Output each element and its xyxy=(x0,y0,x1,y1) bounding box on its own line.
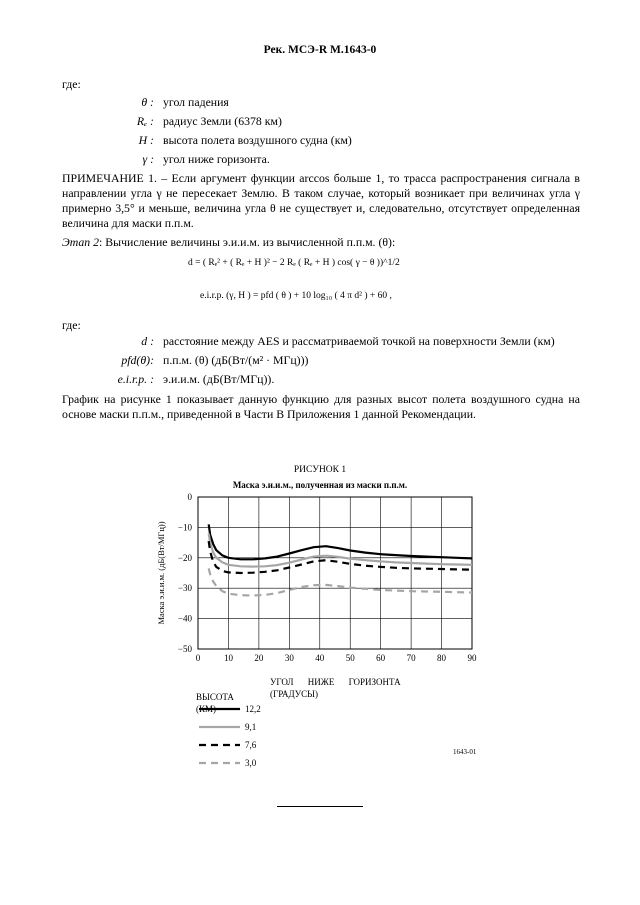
y-tick-label: −30 xyxy=(177,583,192,594)
definition-symbol-3: γ : xyxy=(142,152,154,166)
definition-2-symbol-2: e.i.r.p. : xyxy=(117,372,154,386)
definition-symbol-1: Rₑ : xyxy=(136,114,154,128)
legend-label-2: 7,6 xyxy=(245,740,257,750)
x-tick-label: 10 xyxy=(223,653,233,663)
chart-series xyxy=(209,524,472,595)
definition-2-text-1: п.п.м. (θ) (дБ(Вт/(м² · МГц))) xyxy=(163,353,309,367)
figure-label: РИСУНОК 1 xyxy=(293,465,347,475)
legend-label-3: 3,0 xyxy=(245,758,257,768)
step-2-label: Этап 2 xyxy=(62,235,100,249)
formula-distance: d = ( Rₑ² + ( Rₑ + H )² − 2 Rₑ ( Rₑ + H ) cos( γ − θ ))^1/2 xyxy=(188,258,400,268)
x-tick-label: 80 xyxy=(437,653,447,663)
note-paragraph: ПРИМЕЧАНИЕ 1. – Если аргумент функции arccos больше 1, то трасса распространения сигнала в направлении угла γ не пересекает Землю. В таком случае, который возникает при величинах угла γ примерно 3,5° и меньше, величина угла θ не существует и, следовательно, отсутствует определенная величина для маски п.п.м. xyxy=(62,171,580,230)
x-tick-label: 70 xyxy=(406,653,416,663)
x-tick-label: 50 xyxy=(345,653,355,663)
definition-text-3: угол ниже горизонта. xyxy=(163,152,270,166)
definition-2-symbol-0: d : xyxy=(141,334,154,348)
x-tick-label: 40 xyxy=(315,653,325,663)
definition-text-1: радиус Земли (6378 км) xyxy=(163,114,282,128)
y-axis-label: Маска э.и.и.м. (дБ(Вт/МГц)) xyxy=(156,521,166,625)
definition-symbol-0: θ : xyxy=(141,95,154,109)
definition-2-text-0: расстояние между AES и рассматриваемой точкой на поверхности Земли (км) xyxy=(163,334,555,348)
x-axis-label: УГОЛ НИЖЕ ГОРИЗОНТА (ГРАДУСЫ) xyxy=(270,677,401,699)
y-tick-label: −20 xyxy=(177,552,192,563)
where-label-2: где: xyxy=(62,318,81,332)
legend-title: ВЫСОТА (КМ) xyxy=(196,692,234,714)
where-label-1: где: xyxy=(62,77,81,91)
series-line-0 xyxy=(209,524,472,559)
formula-eirp: e.i.r.p. (γ, H ) = pfd ( θ ) + 10 log₁₀ ( 4 π d² ) + 60 , xyxy=(200,291,392,301)
definition-text-0: угол падения xyxy=(163,95,229,109)
legend-label-1: 9,1 xyxy=(245,722,257,732)
chart-tick-labels xyxy=(156,492,477,663)
definition-2-text-2: э.и.и.м. (дБ(Вт/МГц)). xyxy=(163,372,275,386)
running-header: Рек. МСЭ-R M.1643-0 xyxy=(263,44,377,56)
figure-description-paragraph: График на рисунке 1 показывает данную функцию для разных высот полета воздушного судна на основе маски п.п.м., приведенной в Части В Приложения 1 данной Рекомендации. xyxy=(62,392,580,421)
definition-symbol-2: H : xyxy=(138,133,154,147)
figure-title: Маска э.и.и.м., полученная из маски п.п.м. xyxy=(232,480,408,490)
x-tick-label: 0 xyxy=(195,653,201,663)
footer-rule xyxy=(277,806,363,807)
y-tick-label: −10 xyxy=(177,522,192,533)
definition-2-symbol-1: pfd(θ): xyxy=(121,353,154,367)
definition-text-2: высота полета воздушного судна (км) xyxy=(163,133,352,147)
x-tick-label: 30 xyxy=(284,653,294,663)
step-2-text: : Вычисление величины э.и.и.м. из вычисленной п.п.м. (θ): xyxy=(99,235,396,249)
x-tick-label: 60 xyxy=(376,653,386,663)
y-tick-label: −50 xyxy=(177,644,192,654)
y-tick-label: 0 xyxy=(187,492,192,502)
y-tick-label: −40 xyxy=(177,613,192,624)
series-line-1 xyxy=(209,534,472,567)
x-tick-label: 90 xyxy=(467,653,477,663)
figure-code: 1643-01 xyxy=(453,748,477,756)
legend-label-0: 12,2 xyxy=(245,704,261,714)
x-tick-label: 20 xyxy=(254,653,264,663)
